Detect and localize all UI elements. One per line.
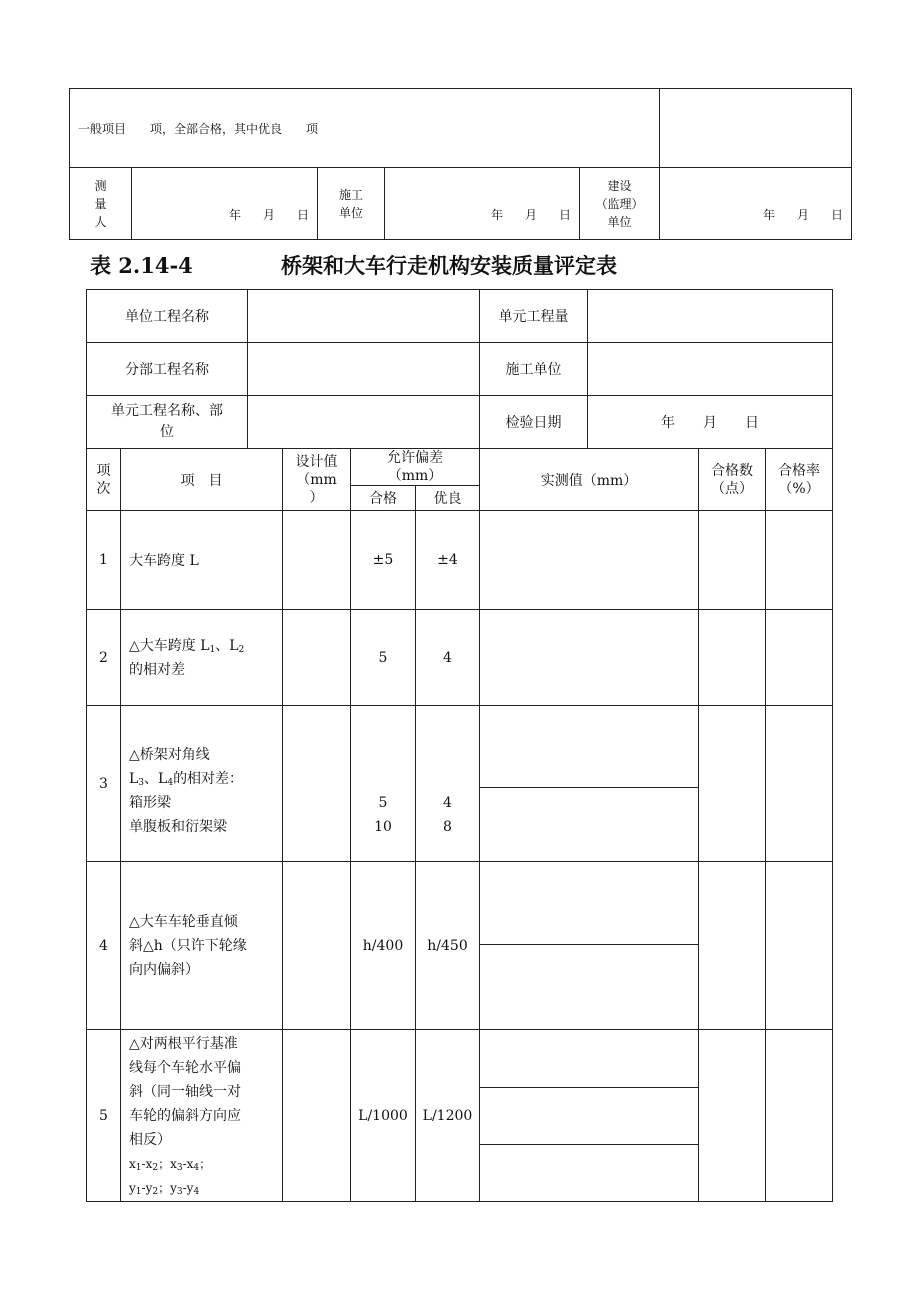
pass-rate-cell [766, 511, 833, 610]
inspection-date-value: 年 月 日 [588, 396, 833, 449]
measured-cell [480, 511, 699, 610]
header-item-no: 项 次 [87, 449, 121, 511]
builder-label: 施工 单位 [318, 168, 385, 240]
unit-name-part-label: 单元工程名称、部 位 [87, 396, 248, 449]
summary-blank-cell [660, 89, 852, 168]
header-allowed-deviation: 允许偏差 （mm） [351, 449, 480, 486]
excellent-value: 4 [416, 610, 480, 706]
measured-cell [480, 706, 699, 862]
pass-count-cell [699, 706, 766, 862]
row-number: 4 [87, 862, 121, 1030]
unit-project-name-label: 单位工程名称 [87, 290, 248, 343]
excellent-value: 4 8 [416, 706, 480, 862]
header-qualified: 合格 [351, 486, 416, 511]
pass-rate-cell [766, 706, 833, 862]
table-row [87, 610, 833, 706]
qualified-value: 5 10 [351, 706, 416, 862]
pass-count-cell [699, 1030, 766, 1202]
pass-rate-cell [766, 1030, 833, 1202]
pass-count-cell [699, 610, 766, 706]
header-item: 项 目 [121, 449, 283, 511]
design-value-cell [283, 511, 351, 610]
design-value-cell [283, 706, 351, 862]
table-number: 表 2.14-4 [90, 253, 193, 278]
branch-project-name-value [248, 343, 480, 396]
table-row [87, 706, 833, 862]
header-pass-count: 合格数 （点） [699, 449, 766, 511]
row-item: △大车车轮垂直倾 斜△h（只许下轮缘 向内偏斜） [121, 862, 283, 1030]
supervisor-date: 年 月 日 [660, 168, 852, 240]
builder-date: 年 月 日 [385, 168, 580, 240]
header-pass-rate: 合格率 （%） [766, 449, 833, 511]
pass-count-cell [699, 862, 766, 1030]
measurer-date: 年 月 日 [132, 168, 318, 240]
measured-cell [480, 862, 699, 1030]
design-value-cell [283, 862, 351, 1030]
supervisor-label: 建设 （监理） 单位 [580, 168, 660, 240]
row-number: 5 [87, 1030, 121, 1202]
qualified-value: ±5 [351, 511, 416, 610]
design-value-cell [283, 610, 351, 706]
page-title: 桥架和大车行走机构安装质量评定表 [281, 253, 617, 278]
header-excellent: 优良 [416, 486, 480, 511]
row-item: △大车跨度 $L_1$、$L_2$ 的相对差 [121, 610, 283, 706]
unit-quantity-value [588, 290, 833, 343]
row-number: 1 [87, 511, 121, 610]
row-item: △桥架对角线 $L_3$、$L_4$的相对差： 箱形梁 单腹板和衍架梁 [121, 706, 283, 862]
pass-count-cell [699, 511, 766, 610]
measurer-label: 测 量 人 [70, 168, 132, 240]
excellent-value: ±4 [416, 511, 480, 610]
construction-unit-label: 施工单位 [480, 343, 588, 396]
row-number: 3 [87, 706, 121, 862]
construction-unit-value [588, 343, 833, 396]
top-evaluation-table [69, 88, 852, 240]
table-row [87, 1030, 833, 1202]
row-number: 2 [87, 610, 121, 706]
inspection-date-label: 检验日期 [480, 396, 588, 449]
excellent-value: L/1200 [416, 1030, 480, 1202]
qualified-value: L/1000 [351, 1030, 416, 1202]
header-measured: 实测值（mm） [480, 449, 699, 511]
header-design-value: 设计值 （mm ） [283, 449, 351, 511]
table-row [87, 511, 833, 610]
qualified-value: 5 [351, 610, 416, 706]
measured-cell [480, 610, 699, 706]
pass-rate-cell [766, 862, 833, 1030]
table-row [87, 862, 833, 1030]
unit-name-part-value [248, 396, 480, 449]
general-items-summary: 一般项目 项，全部合格，其中优良 项 [70, 89, 660, 168]
unit-quantity-label: 单元工程量 [480, 290, 588, 343]
branch-project-name-label: 分部工程名称 [87, 343, 248, 396]
design-value-cell [283, 1030, 351, 1202]
quality-evaluation-table [86, 289, 833, 1202]
excellent-value: h/450 [416, 862, 480, 1030]
row-item: △对两根平行基准 线每个车轮水平偏 斜（同一轴线一对 车轮的偏斜方向应 相反） $x_1-x_2$；$x_3-x_4$； $y_1-y_2$；$y_3-y_4$ [121, 1030, 283, 1202]
pass-rate-cell [766, 610, 833, 706]
row-item: 大车跨度 L [121, 511, 283, 610]
unit-project-name-value [248, 290, 480, 343]
qualified-value: h/400 [351, 862, 416, 1030]
measured-cell [480, 1030, 699, 1202]
